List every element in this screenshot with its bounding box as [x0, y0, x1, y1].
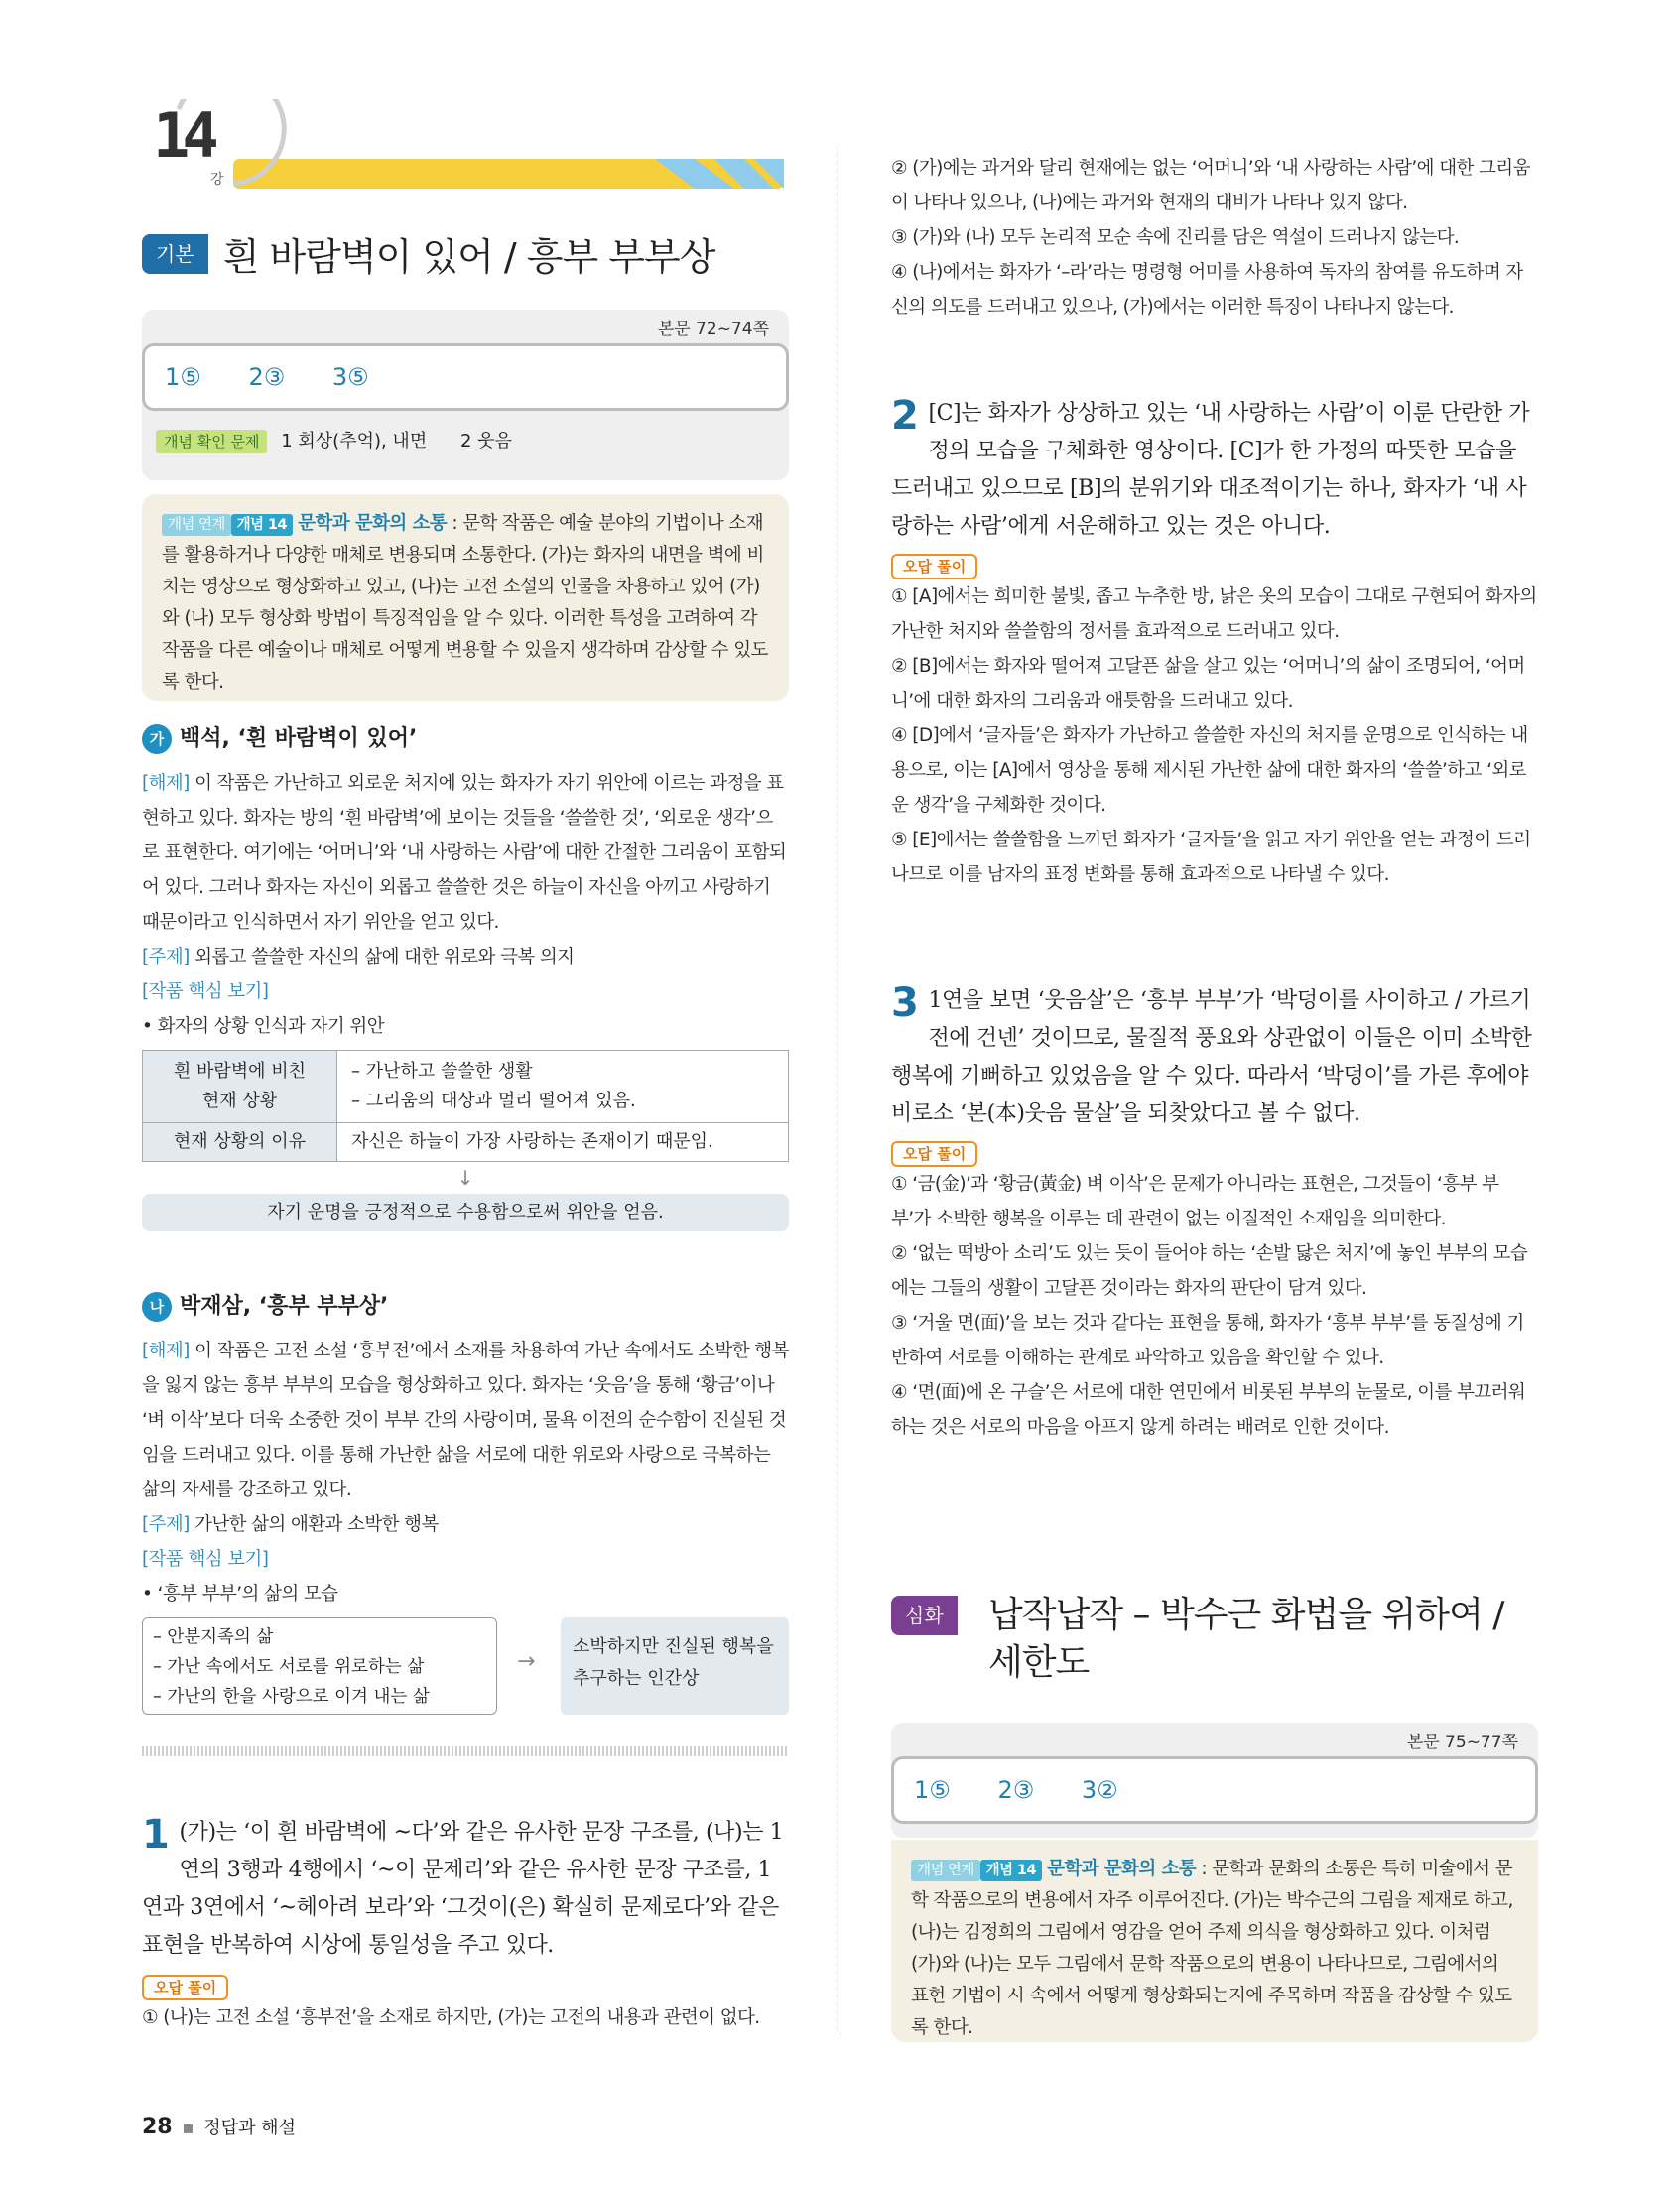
footer: [142, 2114, 296, 2139]
q2-wrong-item: ④ [D]에서 ‘글자들’은 화자가 가난하고 쓸쓸한 자신의 처지를 운명으로 인식하는 내용으로, 이는 [A]에서 영상을 통해 제시된 가난한 삶에 대한 화자의 ‘쓸쓸’하고 ‘외로운 생각’을 구체화한 것이다.: [891, 725, 1528, 816]
question-2: [891, 395, 1538, 892]
q2-wrong-list: [891, 579, 1538, 892]
section2-label: 심화: [891, 1596, 958, 1635]
lesson-number: 14: [153, 99, 211, 172]
footer-label: 정답과 해설: [203, 2118, 296, 2138]
concept-link-text: : 문학 작품은 예술 분야의 기법이나 소재를 활용하거나 다양한 매체로 변용되며 소통한다. (가)는 화자의 내면을 벽에 비치는 영상으로 형상화하고 있고, (나)는 고전 소설의 인물을 차용하고 있어 (가)와 (나) 모두 형상화 방법이 특징적임을 알 수 있다. 이러한 특성을 고려하여 각 작품을 다른 예술이나 매체로 어떻게 변용할 수 있을지 생각하며 감상할 수 있도록 한다.: [162, 513, 768, 693]
section-label: 기본: [142, 234, 208, 274]
section-title: 흰 바람벽이 있어 / 흥부 부부상: [222, 235, 715, 279]
lesson-ribbon: [139, 99, 794, 193]
na-result: 소박하지만 진실된 행복을 추구하는 인간상: [561, 1617, 789, 1715]
theme-text: 가난한 삶의 애환과 소박한 행복: [194, 1514, 439, 1535]
q3-text: 1연을 보면 ‘웃음살’은 ‘흥부 부부’가 ‘박덩이를 사이하고 / 가르기 전에 건넨’ 것이므로, 물질적 풍요와 상관없이 이들은 이미 소박한 행복에 기뻐하고 있었음을 알 수 있다. 따라서 ‘박덩이’를 가른 후에야 비로소 ‘본(本)웃음 물살’을 되찾았다고 볼 수 없다.: [891, 988, 1532, 1126]
work-ga: [142, 722, 789, 1231]
concept-check-item: 2 웃음: [459, 431, 512, 451]
q3-wrong-item: ④ ‘면(面)에 온 구슬’은 서로에 대한 연민에서 비롯된 부부의 눈물로, 이를 부끄러워하는 것은 서로의 마음을 아프지 않게 하려는 배려로 인한 것이다.: [891, 1382, 1526, 1438]
theme-tag: [주제]: [142, 1514, 190, 1535]
answer-item: 2③: [997, 1776, 1035, 1804]
concept-link-box-2: [891, 1840, 1538, 2042]
na-box-item: – 가난 속에서도 서로를 위로하는 삶: [153, 1657, 425, 1677]
q1-wrong-badge: 오답 풀이: [142, 1975, 228, 2000]
q1-wrong-item: ① (나)는 고전 소설 ‘흥부전’을 소재로 하지만, (가)는 고전의 내용과 관련이 없다.: [142, 2007, 760, 2028]
ga-badge: 가: [142, 724, 172, 754]
haeje-text: 이 작품은 고전 소설 ‘흥부전’에서 소재를 차용하여 가난 속에서도 소박한 행복을 잃지 않는 흥부 부부의 모습을 형상화하고 있다. 화자는 ‘웃음’을 통해 ‘황금’이나 ‘벼 이삭’보다 더욱 소중한 것이 부부 간의 사랑이며, 물욕 이전의 순수함이 진실된 것임을 드러내고 있다. 이를 통해 가난한 삶을 서로에 대한 위로와 사랑으로 극복하는 삶의 자세를 강조하고 있다.: [142, 1341, 789, 1500]
section2-title: 세한도: [988, 1642, 1090, 1683]
work-na-title: 박재삼, ‘흥부 부부상’: [180, 1294, 389, 1319]
answer-box: [142, 343, 789, 411]
concept-link-num: 개념 14: [980, 1860, 1042, 1881]
q3-wrong-badge: 오답 풀이: [891, 1141, 977, 1167]
question-3: [891, 982, 1538, 1445]
theme-text: 외롭고 쓸쓸한 자신의 삶에 대한 위로와 극복 의지: [194, 947, 575, 967]
q3-wrong-item: ③ ‘거울 면(面)’을 보는 것과 같다는 표현을 통해, 화자가 ‘흥부 부부’를 동질성에 기반하여 서로를 이해하는 관계로 파악하고 있음을 확인할 수 있다.: [891, 1313, 1524, 1368]
concept-link-text: : 문학과 문화의 소통은 특히 미술에서 문학 작품으로의 변용에서 자주 이루어진다. (가)는 박수근의 그림을 제재로 하고, (나)는 김정희의 그림에서 영감을 얻어 주제 의식을 형상화하고 있다. 이처럼 (가)와 (나)는 모두 그림에서 문학 작품으로의 변용이 나타나므로, 그림에서의 표현 기법이 시 속에서 어떻게 형상화되는지에 주목하며 작품을 감상할 수 있도록 한다.: [911, 1859, 1513, 2038]
ga-table-cell: 자신은 하늘이 가장 사랑하는 존재이기 때문임.: [337, 1123, 789, 1162]
work-na-title-row: [142, 1290, 789, 1324]
q2-text: [C]는 화자가 상상하고 있는 ‘내 사랑하는 사람’이 이룬 단란한 가정의 모습을 구체화한 영상이다. [C]가 한 가정의 따뜻한 모습을 드러내고 있으므로 [B]의 분위기와 대조적이기는 하나, 화자가 ‘내 사랑하는 사람’에게 서운해하고 있는 것은 아니다.: [891, 401, 1530, 539]
concept-link-title: 문학과 문화의 소통: [1047, 1859, 1197, 1879]
q2-wrong-item: ① [A]에서는 희미한 불빛, 좁고 누추한 방, 낡은 옷의 모습이 그대로 구현되어 화자의 가난한 처지와 쓸쓸함의 정서를 효과적으로 드러내고 있다.: [891, 586, 1537, 642]
answer-card: [142, 310, 789, 480]
q2-wrong-item: ⑤ [E]에서는 쓸쓸함을 느끼던 화자가 ‘글자들’을 읽고 자기 위안을 얻는 과정이 드러나므로 이를 남자의 표정 변화를 통해 효과적으로 나타낼 수 있다.: [891, 830, 1531, 885]
work-ga-title-row: [142, 722, 789, 756]
q3-wrong-item: ① ‘금(金)’과 ‘황금(黃金) 벼 이삭’은 문제가 아니라는 표현은, 그것들이 ‘흥부 부부’가 소박한 행복을 이루는 데 관련이 없는 이질적인 소재임을 의미한다.: [891, 1174, 1499, 1229]
ga-table-header: 현재 상황의 이유: [143, 1123, 337, 1162]
answer-box: [891, 1756, 1538, 1824]
concept-link-label: 개념 연계: [162, 514, 231, 536]
na-diagram: [142, 1617, 789, 1717]
q3-body: [891, 982, 1538, 1133]
answer-item: 3⑤: [331, 363, 369, 391]
section-basic-heading: [142, 226, 789, 280]
theme-tag: [주제]: [142, 947, 190, 967]
concept-link-box: [142, 494, 789, 701]
concept-check-label: 개념 확인 문제: [156, 430, 267, 453]
concept-link-label: 개념 연계: [911, 1860, 980, 1881]
q3-wrong-list: [891, 1167, 1538, 1445]
section2-title: 납작납작 – 박수근 화법을 위하여 /: [988, 1595, 1504, 1635]
work-na: [142, 1290, 789, 1717]
na-box-item: – 가난의 한을 사랑으로 이겨 내는 삶: [153, 1687, 430, 1707]
na-arrow: →: [517, 1649, 536, 1674]
lesson-header: [139, 99, 794, 193]
na-core-tag: [작품 핵심 보기]: [142, 1549, 269, 1570]
q2-wrong-item: ② [B]에서는 화자와 떨어져 고달픈 삶을 살고 있는 ‘어머니’의 삶이 조명되어, ‘어머니’에 대한 화자의 그리움과 애틋함을 드러내고 있다.: [891, 656, 1525, 711]
na-bullet: • ‘흥부 부부’의 삶의 모습: [142, 1584, 338, 1605]
na-box-item: – 안분지족의 삶: [153, 1627, 274, 1647]
page-ref: 본문 75~77쪽: [1406, 1733, 1518, 1752]
footer-dot: ▪: [182, 2118, 194, 2138]
answer-card-2: [891, 1723, 1538, 1838]
na-box: [142, 1617, 497, 1715]
ga-result: 자기 운명을 긍정적으로 수용함으로써 위안을 얻음.: [142, 1194, 789, 1231]
ga-table: [142, 1050, 789, 1162]
q2-number: 2: [891, 393, 919, 439]
answer-item: 2③: [248, 363, 286, 391]
haeje-tag: [해제]: [142, 1341, 190, 1361]
haeje-text: 이 작품은 가난하고 외로운 처지에 있는 화자가 자기 위안에 이르는 과정을 표현하고 있다. 화자는 방의 ‘흰 바람벽’에 보이는 것들을 ‘쓸쓸한 것’, ‘외로운 생각’으로 표현한다. 여기에는 ‘어머니’와 ‘내 사랑하는 사람’에 대한 간절한 그리움이 포함되어 있다. 그러나 화자는 자신이 외롭고 쓸쓸한 것은 하늘이 자신을 아끼고 사랑하기 때문이라고 인식하면서 자기 위안을 얻고 있다.: [142, 773, 787, 933]
ga-table-header: 흰 바람벽에 비친 현재 상황: [143, 1051, 337, 1123]
concept-check-item: 1 회상(추억), 내면: [281, 431, 428, 451]
na-haeje: [142, 1334, 789, 1507]
answer-item: 1⑤: [165, 363, 201, 391]
q1-wrong-item: ② (가)에는 과거와 달리 현재에는 없는 ‘어머니’와 ‘내 사랑하는 사람’에 대한 그리움이 나타나 있으나, (나)에는 과거와 현재의 대비가 나타나 있지 않다.: [891, 158, 1530, 213]
na-theme: [142, 1507, 789, 1542]
q1-text: (가)는 ‘이 흰 바람벽에 ~다’와 같은 유사한 문장 구조를, (나)는 1연의 3행과 4행에서 ‘~이 문제리’와 같은 유사한 문장 구조를, 1연과 3연에서 ‘~헤아려 보라’와 ‘그것이(은) 확실히 문제로다’와 같은 표현을 반복하여 시상에 통일성을 주고 있다.: [142, 1820, 784, 1958]
q1-wrong-item: ③ (가)와 (나) 모두 논리적 모순 속에 진리를 담은 역설이 드러나지 않는다.: [891, 227, 1460, 248]
ga-table-cell: – 가난하고 쓸쓸한 생활: [351, 1061, 533, 1082]
page-ref: 본문 72~74쪽: [657, 320, 769, 339]
answer-item: 1⑤: [914, 1776, 951, 1804]
q1-number: 1: [142, 1812, 170, 1858]
q2-body: [891, 395, 1538, 546]
na-badge: 나: [142, 1292, 172, 1322]
divider: [142, 1746, 789, 1756]
q2-wrong-badge: 오답 풀이: [891, 554, 977, 579]
ga-table-cell: – 그리움의 대상과 멀리 떨어져 있음.: [351, 1091, 636, 1111]
ga-bullet: • 화자의 상황 인식과 자기 위안: [142, 1016, 384, 1037]
lesson-suffix: 강: [210, 172, 224, 188]
q3-number: 3: [891, 980, 919, 1026]
haeje-tag: [해제]: [142, 773, 190, 794]
ga-arrow: ↓: [456, 1166, 474, 1190]
section-advanced-heading: [891, 1592, 1538, 1691]
ga-haeje: [142, 766, 789, 940]
concept-check: [142, 411, 789, 452]
concept-link-title: 문학과 문화의 소통: [298, 513, 448, 534]
question-1: [142, 1814, 789, 2035]
q3-wrong-item: ② ‘없는 떡방아 소리’도 있는 듯이 들어야 하는 ‘손발 닳은 처지’에 놓인 부부의 모습에는 그들의 생활이 고달픈 것이라는 화자의 판단이 담겨 있다.: [891, 1243, 1528, 1299]
concept-link-num: 개념 14: [231, 514, 293, 536]
page-number: 28: [142, 2115, 173, 2139]
answer-item: 3②: [1081, 1776, 1118, 1804]
ga-theme: [142, 940, 789, 974]
q1-continued: [891, 151, 1538, 324]
q1-wrong-item: ④ (나)에서는 화자가 ‘–라’라는 명령형 어미를 사용하여 독자의 참여를 유도하며 자신의 의도를 드러내고 있으나, (가)에서는 이러한 특징이 나타나지 않는다.: [891, 262, 1523, 318]
q1-body: [142, 1814, 789, 1965]
work-ga-title: 백석, ‘흰 바람벽이 있어’: [180, 726, 418, 751]
ga-core-tag: [작품 핵심 보기]: [142, 981, 269, 1002]
